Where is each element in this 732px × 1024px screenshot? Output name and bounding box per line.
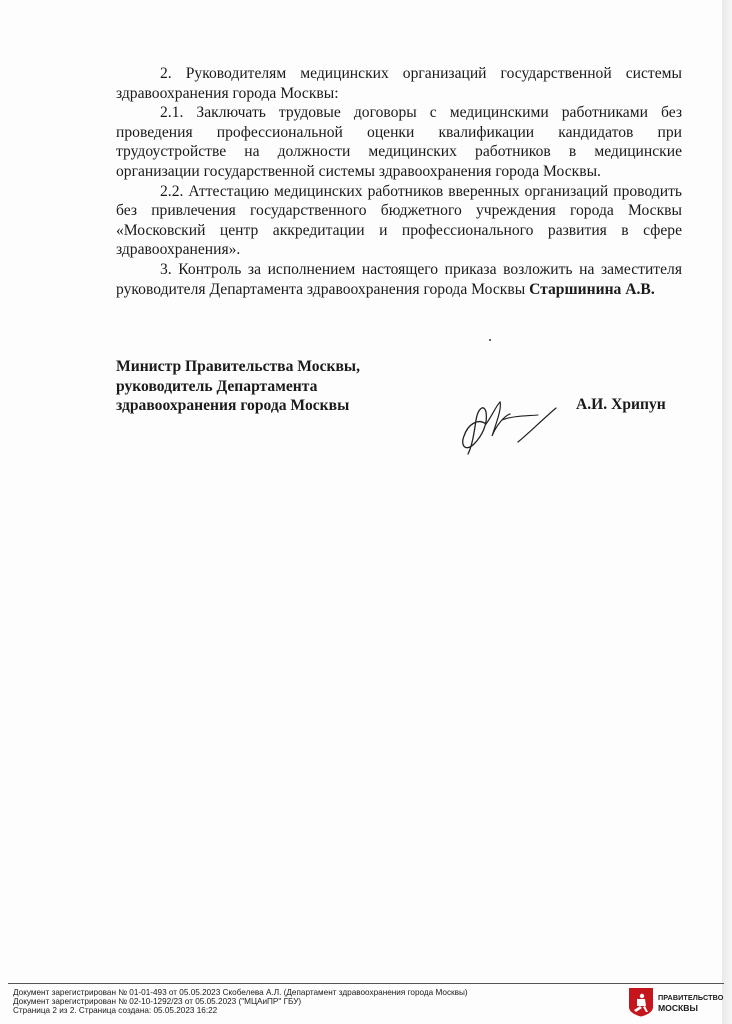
footer-line: Документ зарегистрирован № 01-01-493 от 05.05.2023 Скобелева А.Л. (Департамент здравоохранения города Москвы) [13, 988, 468, 997]
paragraph-3 [116, 260, 682, 299]
signer-title [116, 357, 416, 416]
paragraph-2-1: 2.1. Заключать трудовые договоры с медицинскими работниками без проведения профессиональной оценки квалификации кандидатов при трудоустройстве на должности медицинских работников в медицинские организации государственной системы здравоохранения города Москвы. [116, 104, 682, 180]
logo-line-1: ПРАВИТЕЛЬСТВО [658, 993, 724, 1002]
signer-title-line: Министр Правительства Москвы, [116, 358, 361, 375]
signer-name: А.И. Хрипун [576, 396, 666, 413]
signer-title-line: здравоохранения города Москвы [116, 397, 350, 415]
moscow-government-logo [628, 987, 724, 1019]
logo-line-2: МОСКВЫ [658, 1003, 698, 1013]
paragraph-3-text: 3. Контроль за исполнением настоящего приказа возложить на заместителя руководителя Департамента здравоохранения города Москвы [116, 260, 682, 298]
page-edge-shadow [722, 0, 732, 1024]
paragraph-2: 2. Руководителям медицинских организаций государственной системы здравоохранения города Москвы: [116, 65, 682, 102]
moscow-coat-of-arms-icon [628, 987, 654, 1017]
paragraph-2-2: 2.2. Аттестацию медицинских работников вверенных организаций проводить без привлечения государственного бюджетного учреждения города Москвы «Московский центр аккредитации и профессионального развития в сфере здравоохранения». [116, 182, 682, 259]
footer-line: Страница 2 из 2. Страница создана: 05.05.2023 16:22 [13, 1006, 218, 1016]
footer-divider [8, 983, 724, 984]
scan-speck [489, 339, 491, 341]
registration-footer [13, 988, 468, 1016]
order-body [116, 64, 682, 299]
handwritten-signature [456, 394, 568, 458]
logo-wordmark [658, 993, 723, 1013]
footer-line: Документ зарегистрирован № 02-10-1292/23 от 05.05.2023 ("МЦАиПР" ГБУ) [13, 997, 302, 1007]
signer-title-line: руководитель Департамента [116, 377, 318, 395]
deputy-name: Старшинина А.В. [529, 280, 655, 298]
